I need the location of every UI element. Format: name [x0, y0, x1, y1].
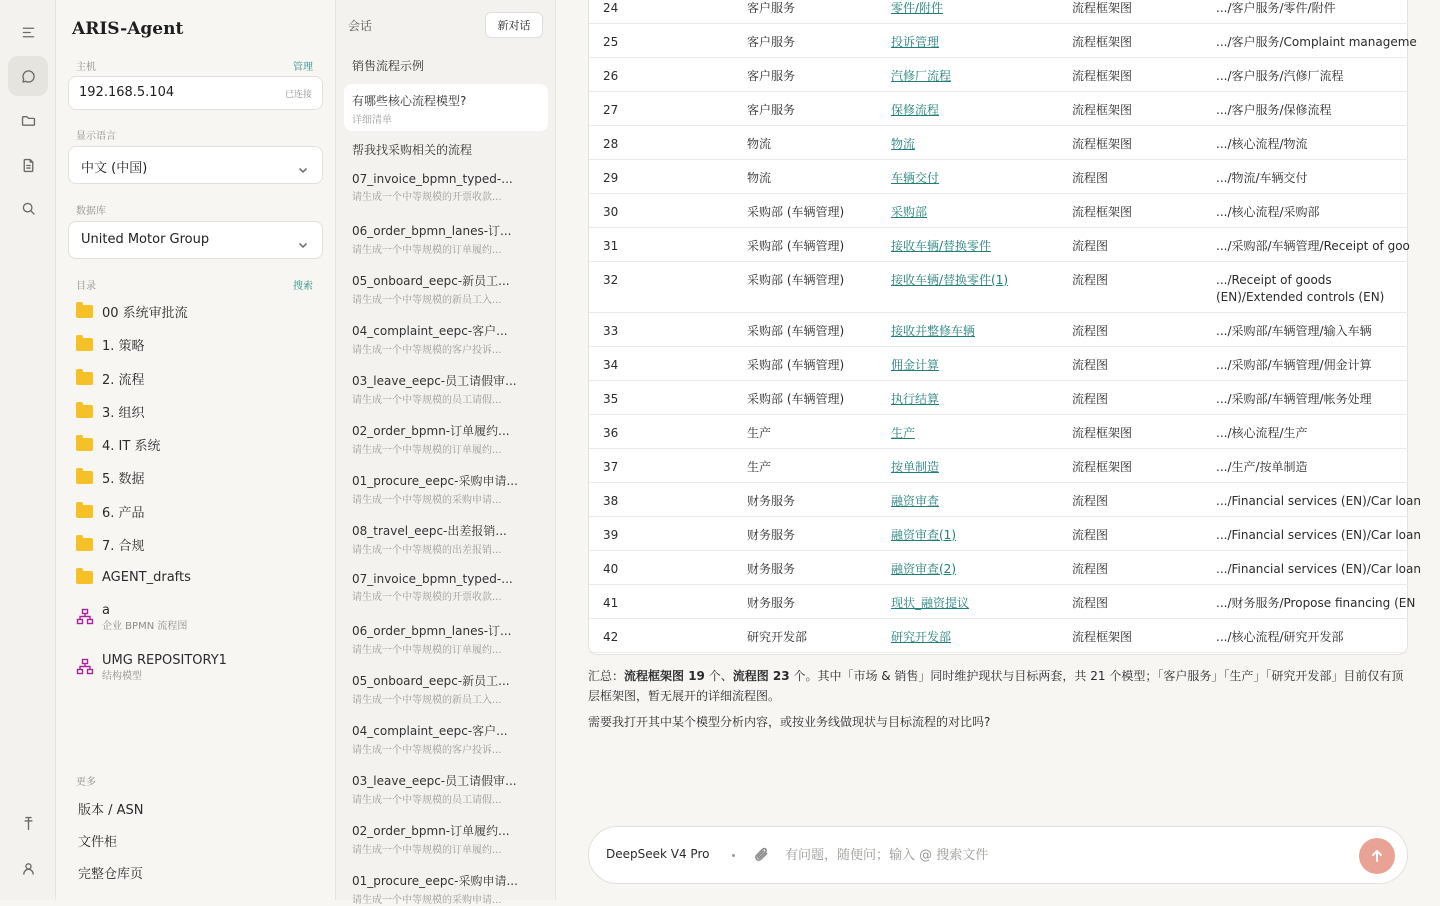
model-title: UMG REPOSITORY1 [102, 653, 227, 668]
cell-path: .../客户服务/保修流程 [1202, 91, 1409, 125]
folder-icon [76, 438, 93, 451]
folder-icon [76, 471, 93, 484]
search-icon[interactable] [8, 188, 48, 228]
more-item-version[interactable]: 版本 / ASN [78, 803, 144, 818]
model-subtitle: 企业 BPMN 流程图 [102, 621, 188, 632]
conversation-preview: 请生成一个中等规模的新员工入... [352, 295, 502, 306]
cell-dept: 生产 [733, 414, 877, 448]
conversation-title: 01_procure_eepc-采购申请... [352, 874, 518, 888]
new-chat-button[interactable]: 新对话 [485, 12, 543, 38]
pin-icon[interactable] [8, 803, 48, 843]
folder-icon [76, 571, 93, 584]
language-label: 显示语言 [76, 131, 116, 142]
cell-no: 33 [589, 312, 733, 346]
conversation-item[interactable] [344, 872, 548, 906]
cell-type: 流程框架图 [1058, 23, 1202, 57]
cell-path: .../Financial services (EN)/Car loan [1202, 482, 1409, 516]
conversation-item[interactable] [344, 622, 548, 656]
table-row [589, 482, 1409, 516]
cell-no: 40 [589, 550, 733, 584]
folder-label: 2. 流程 [102, 372, 145, 388]
folder-item[interactable] [76, 430, 160, 458]
cell-dept: 采购部 (车辆管理) [733, 227, 877, 261]
cell-path: .../核心流程/采购部 [1202, 193, 1409, 227]
directory-search-link[interactable]: 搜索 [293, 281, 313, 292]
conversation-title: 05_onboard_eepc-新员工... [352, 274, 510, 288]
model-link[interactable]: 车辆交付 [877, 159, 1058, 193]
model-link[interactable]: 投诉管理 [877, 23, 1058, 57]
menu-icon[interactable] [8, 12, 48, 52]
cell-no: 34 [589, 346, 733, 380]
folder-icon[interactable] [8, 100, 48, 140]
cell-path: .../核心流程/物流 [1202, 125, 1409, 159]
conversation-preview: 请生成一个中等规模的订单履约... [352, 245, 502, 256]
cell-dept: 采购部 (车辆管理) [733, 261, 877, 312]
database-select[interactable] [68, 221, 323, 259]
table-row [589, 346, 1409, 380]
conversations-title: 会话 [348, 19, 373, 33]
conversation-item[interactable] [344, 722, 548, 756]
cell-path: .../客户服务/Complaint manageme [1202, 23, 1409, 57]
conversation-preview: 请生成一个中等规模的采购申请... [352, 495, 502, 506]
conversation-item[interactable] [344, 522, 548, 556]
model-item[interactable] [76, 652, 227, 684]
conversation-title: 04_complaint_eepc-客户... [352, 724, 508, 738]
folder-item[interactable] [76, 530, 145, 558]
cell-dept: 财务服务 [733, 516, 877, 550]
table-row [589, 380, 1409, 414]
conversation-title: 02_order_bpmn-订单履约... [352, 424, 510, 438]
conversation-list [336, 0, 556, 906]
folder-icon [76, 505, 93, 518]
cell-path: .../Financial services (EN)/Car loan [1202, 550, 1409, 584]
model-link[interactable]: 执行结算 [877, 380, 1058, 414]
cell-no: 41 [589, 584, 733, 618]
cell-no: 25 [589, 23, 733, 57]
cell-no: 39 [589, 516, 733, 550]
send-button[interactable] [1359, 838, 1395, 874]
conversation-preview: 请生成一个中等规模的员工请假... [352, 395, 502, 406]
conversation-item[interactable] [344, 222, 548, 256]
conversation-item[interactable] [344, 472, 548, 506]
cell-path: .../采购部/车辆管理/佣金计算 [1202, 346, 1409, 380]
cell-no: 29 [589, 159, 733, 193]
conversation-title: 销售流程示例 [352, 59, 425, 73]
folder-label: 4. IT 系统 [102, 438, 161, 454]
cell-dept: 生产 [733, 448, 877, 482]
host-value: 192.168.5.104 [79, 85, 175, 100]
cell-path: .../财务服务/Propose financing (EN [1202, 584, 1409, 618]
folder-label: 5. 数据 [102, 471, 145, 487]
cell-dept: 客户服务 [733, 0, 877, 23]
model-link[interactable]: 接收车辆/替换零件 [877, 227, 1058, 261]
table-row [589, 91, 1409, 125]
host-manage-link[interactable]: 管理 [293, 62, 313, 73]
cell-dept: 物流 [733, 125, 877, 159]
conversation-item[interactable] [344, 772, 548, 806]
conversation-title: 04_complaint_eepc-客户... [352, 324, 508, 338]
conversation-preview: 请生成一个中等规模的开票收款... [352, 592, 502, 603]
table-row [589, 159, 1409, 193]
conversation-preview: 请生成一个中等规模的采购申请... [352, 895, 502, 906]
conversation-title: 06_order_bpmn_lanes-订... [352, 624, 512, 638]
folder-icon [76, 305, 93, 318]
database-value: United Motor Group [81, 232, 210, 247]
table-row [589, 23, 1409, 57]
table-row [589, 57, 1409, 91]
conversation-preview: 请生成一个中等规模的员工请假... [352, 795, 502, 806]
conversation-preview: 请生成一个中等规模的客户投诉... [352, 345, 502, 356]
model-table [588, 0, 1421, 655]
summary-part: 个。其中「市场 & 销售」同时维护现状与目标两套，共 21 个模型；「客户服务」「生产」「研究开发部」目前仅有顶层框架图，暂无展开的详细流程图。 [588, 669, 1404, 703]
cell-dept: 采购部 (车辆管理) [733, 346, 877, 380]
conversation-item[interactable] [344, 422, 548, 456]
table-row [589, 261, 1409, 312]
app-title: ARIS-Agent [72, 19, 184, 39]
cell-no: 27 [589, 91, 733, 125]
table-row [589, 0, 1409, 23]
cell-type: 流程图 [1058, 312, 1202, 346]
summary-bold: 流程框架图 19 [624, 669, 705, 683]
cell-type: 流程图 [1058, 159, 1202, 193]
model-link[interactable]: 采购部 [877, 193, 1058, 227]
sidebar [56, 0, 336, 900]
bpmn-model-icon [76, 608, 94, 626]
cell-dept: 采购部 (车辆管理) [733, 380, 877, 414]
folder-label: 7. 合规 [102, 538, 145, 554]
host-status: 已连接 [284, 90, 312, 100]
chat-main [556, 0, 1440, 900]
cell-path: .../客户服务/零件/附件 [1202, 0, 1409, 23]
cell-type: 流程框架图 [1058, 618, 1202, 652]
cell-dept: 采购部 (车辆管理) [733, 312, 877, 346]
cell-type: 流程图 [1058, 261, 1202, 312]
chat-icon[interactable] [8, 56, 48, 96]
table-row [589, 516, 1409, 550]
model-link[interactable]: 生产 [877, 414, 1058, 448]
conversation-title: 02_order_bpmn-订单履约... [352, 824, 510, 838]
cell-path: .../物流/车辆交付 [1202, 159, 1409, 193]
cell-path: .../生产/按单制造 [1202, 448, 1409, 482]
cell-type: 流程图 [1058, 550, 1202, 584]
cell-type: 流程框架图 [1058, 193, 1202, 227]
table-row [589, 414, 1409, 448]
cell-dept: 采购部 (车辆管理) [733, 193, 877, 227]
folder-item[interactable] [76, 463, 145, 491]
composer [588, 826, 1408, 884]
cell-dept: 物流 [733, 159, 877, 193]
cell-type: 流程图 [1058, 227, 1202, 261]
conversation-item[interactable] [344, 55, 548, 74]
cell-no: 24 [589, 0, 733, 23]
cell-no: 36 [589, 414, 733, 448]
model-link[interactable]: 汽修厂流程 [877, 57, 1058, 91]
cell-type: 流程图 [1058, 380, 1202, 414]
document-icon[interactable] [8, 145, 48, 185]
conversation-item[interactable] [344, 672, 548, 706]
conversation-title: 01_procure_eepc-采购申请... [352, 474, 518, 488]
conversation-title: 03_leave_eepc-员工请假审... [352, 374, 517, 388]
cell-no: 32 [589, 261, 733, 312]
host-label: 主机 [76, 62, 96, 73]
cell-type: 流程框架图 [1058, 57, 1202, 91]
conversation-preview: 请生成一个中等规模的订单履约... [352, 645, 502, 656]
summary-part: 个、 [704, 669, 733, 683]
more-item-repository[interactable]: 完整仓库页 [78, 867, 144, 882]
conversation-preview: 详细清单 [352, 115, 392, 126]
model-link[interactable]: 现状_融资提议 [877, 584, 1058, 618]
icon-rail [0, 0, 56, 900]
cell-no: 35 [589, 380, 733, 414]
model-selector[interactable]: DeepSeek V4 Pro [606, 847, 710, 861]
more-item-cabinet[interactable]: 文件柜 [78, 835, 118, 850]
folder-item[interactable] [76, 364, 145, 392]
model-link[interactable]: 保修流程 [877, 91, 1058, 125]
conversation-title: 05_onboard_eepc-新员工... [352, 674, 510, 688]
cell-no: 37 [589, 448, 733, 482]
folder-item[interactable] [76, 497, 145, 525]
conversation-title: 08_travel_eepc-出差报销... [352, 524, 507, 538]
cell-type: 流程图 [1058, 346, 1202, 380]
conversation-preview: 请生成一个中等规模的订单履约... [352, 845, 502, 856]
conversation-item[interactable] [344, 172, 548, 203]
conversation-preview: 请生成一个中等规模的客户投诉... [352, 745, 502, 756]
folder-label: 1. 策略 [102, 338, 145, 354]
folder-icon [76, 372, 93, 385]
cell-path: .../采购部/车辆管理/帐务处理 [1202, 380, 1409, 414]
model-link[interactable]: 研究开发部 [877, 618, 1058, 652]
conversation-title: 07_invoice_bpmn_typed-... [352, 572, 513, 586]
cell-no: 38 [589, 482, 733, 516]
cell-path: .../Financial services (EN)/Car loan [1202, 516, 1409, 550]
prompt-input[interactable] [785, 844, 1345, 866]
model-link[interactable]: 零件/附件 [877, 0, 1058, 23]
model-subtitle: 结构模型 [102, 671, 142, 682]
model-link[interactable]: 融资审查(1) [877, 516, 1058, 550]
model-link[interactable]: 融资审查(2) [877, 550, 1058, 584]
more-label: 更多 [76, 777, 96, 788]
cell-no: 26 [589, 57, 733, 91]
table-row [589, 125, 1409, 159]
conversation-preview: 请生成一个中等规模的新员工入... [352, 695, 502, 706]
cell-path: .../核心流程/生产 [1202, 414, 1409, 448]
arrow-up-icon [1370, 849, 1384, 863]
conversation-item[interactable] [344, 139, 548, 158]
table-row [589, 312, 1409, 346]
cell-type: 流程框架图 [1058, 125, 1202, 159]
cell-type: 流程框架图 [1058, 414, 1202, 448]
summary-text [588, 666, 1410, 706]
cell-path: .../采购部/车辆管理/Receipt of goo [1202, 227, 1409, 261]
conversation-preview: 请生成一个中等规模的订单履约... [352, 445, 502, 456]
model-link[interactable]: 佣金计算 [877, 346, 1058, 380]
cell-type: 流程框架图 [1058, 448, 1202, 482]
conversation-title: 帮我找采购相关的流程 [352, 143, 473, 157]
conversation-item[interactable] [344, 84, 548, 131]
cell-type: 流程框架图 [1058, 0, 1202, 23]
folder-label: 00 系统审批流 [102, 305, 188, 321]
cell-type: 流程框架图 [1058, 91, 1202, 125]
folder-item[interactable] [76, 297, 188, 325]
folder-item[interactable] [76, 397, 145, 425]
cell-dept: 客户服务 [733, 23, 877, 57]
cell-dept: 财务服务 [733, 482, 877, 516]
cell-dept: 客户服务 [733, 91, 877, 125]
folder-label: AGENT_drafts [102, 569, 191, 585]
folder-item[interactable] [76, 563, 191, 591]
database-label: 数据库 [76, 206, 106, 217]
cell-no: 31 [589, 227, 733, 261]
conversation-title: 07_invoice_bpmn_typed-... [352, 172, 513, 186]
cell-path: .../客户服务/汽修厂流程 [1202, 57, 1409, 91]
cell-type: 流程图 [1058, 584, 1202, 618]
language-select[interactable] [68, 146, 323, 184]
table-row [589, 193, 1409, 227]
attach-icon[interactable] [752, 845, 772, 865]
table-row [589, 227, 1409, 261]
cell-no: 30 [589, 193, 733, 227]
cell-type: 流程图 [1058, 482, 1202, 516]
model-link[interactable]: 按单制造 [877, 448, 1058, 482]
model-title: a [102, 603, 110, 618]
conversation-title: 有哪些核心流程模型? [352, 94, 467, 108]
cell-dept: 财务服务 [733, 584, 877, 618]
cell-path: .../核心流程/研究开发部 [1202, 618, 1409, 652]
cell-path: .../采购部/车辆管理/输入车辆 [1202, 312, 1409, 346]
cell-path: .../Receipt of goods (EN)/Extended controls (EN) [1202, 261, 1409, 312]
summary-bold: 流程图 23 [732, 669, 790, 683]
conversation-preview: 请生成一个中等规模的出差报销... [352, 545, 502, 556]
model-link[interactable]: 接收并整修车辆 [877, 312, 1058, 346]
folder-label: 6. 产品 [102, 505, 145, 521]
conversation-item[interactable] [344, 822, 548, 856]
conversation-title: 03_leave_eepc-员工请假审... [352, 774, 517, 788]
folder-icon [76, 405, 93, 418]
follow-up-question: 需要我打开其中某个模型分析内容，或按业务线做现状与目标流程的对比吗? [588, 715, 991, 729]
table-row [589, 584, 1409, 618]
table-row [589, 448, 1409, 482]
folder-label: 3. 组织 [102, 405, 145, 421]
folder-item[interactable] [76, 330, 145, 358]
cell-dept: 研究开发部 [733, 618, 877, 652]
chevron-down-icon [298, 160, 308, 170]
model-link[interactable]: 物流 [877, 125, 1058, 159]
structure-model-icon [76, 658, 94, 676]
conversation-item[interactable] [344, 322, 548, 356]
host-field[interactable] [68, 76, 323, 110]
separator-dot [732, 854, 735, 857]
cell-dept: 财务服务 [733, 550, 877, 584]
model-link[interactable]: 接收车辆/替换零件(1) [877, 261, 1058, 312]
user-icon[interactable] [8, 848, 48, 888]
cell-no: 42 [589, 618, 733, 652]
model-item[interactable] [76, 602, 187, 634]
table-row [589, 550, 1409, 584]
chevron-down-icon [298, 235, 308, 245]
cell-dept: 客户服务 [733, 57, 877, 91]
language-value: 中文 (中国) [81, 161, 148, 176]
table-row [589, 618, 1409, 652]
summary-part: 汇总： [588, 669, 625, 683]
folder-icon [76, 338, 93, 351]
folder-icon [76, 538, 93, 551]
conversation-item[interactable] [344, 272, 548, 306]
conversation-preview: 请生成一个中等规模的开票收款... [352, 192, 502, 203]
cell-type: 流程图 [1058, 516, 1202, 550]
conversation-title: 06_order_bpmn_lanes-订... [352, 224, 512, 238]
conversation-item[interactable] [344, 572, 548, 603]
directory-label: 目录 [76, 281, 96, 292]
conversation-item[interactable] [344, 372, 548, 406]
model-link[interactable]: 融资审查 [877, 482, 1058, 516]
cell-no: 28 [589, 125, 733, 159]
